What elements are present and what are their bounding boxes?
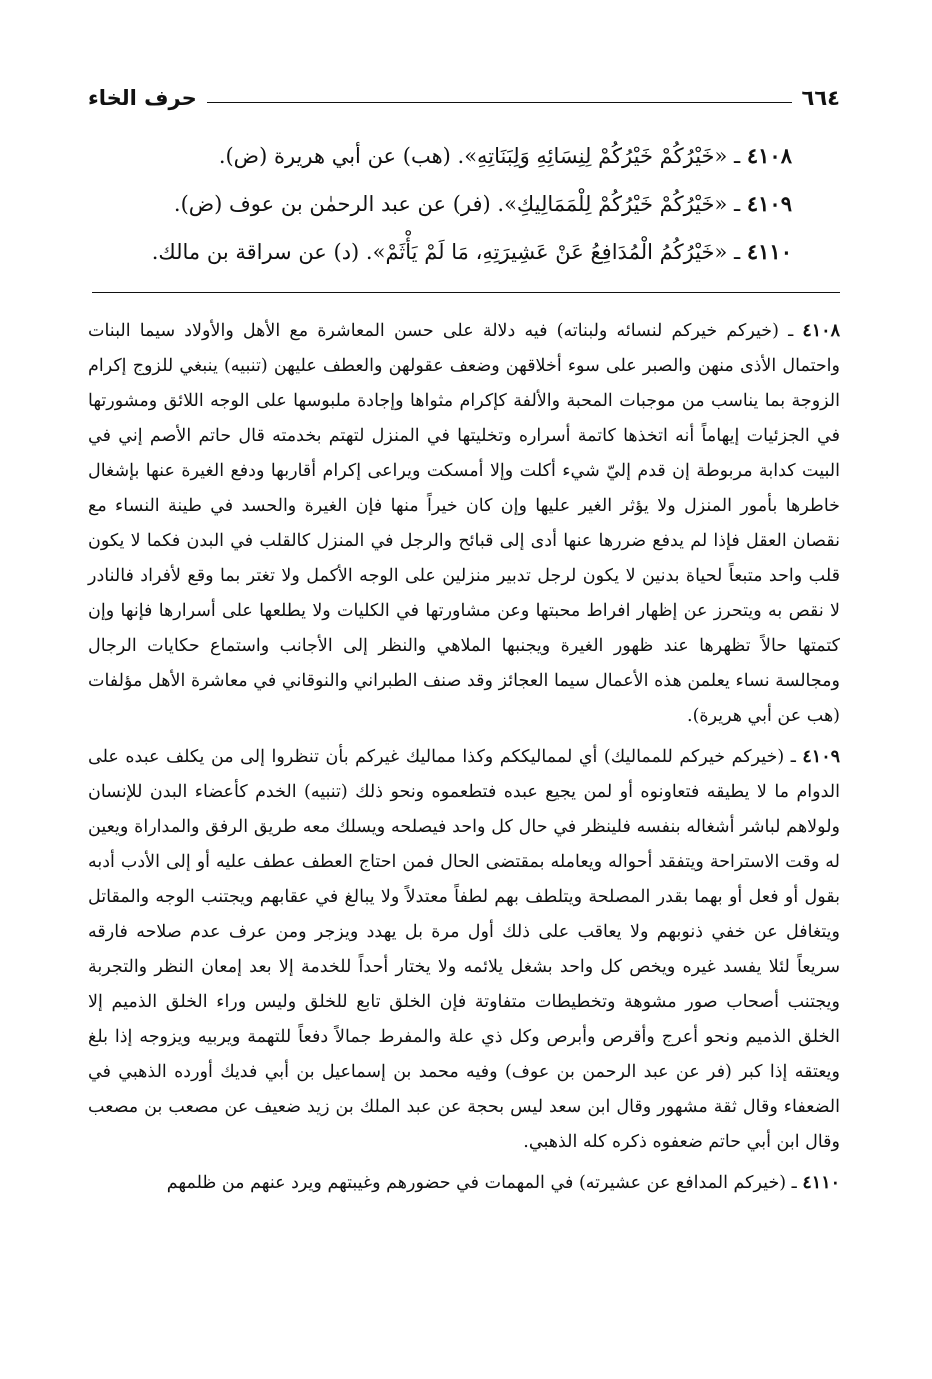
commentary-section	[88, 314, 840, 1207]
hadith-number: ٤١٠٩	[746, 191, 792, 216]
commentary-paragraph: ٤١٠٨ ـ (خيركم خيركم لنسائه ولبناته) فيه دلالة على حسن المعاشرة مع الأهل والأولاد سيما البنات واحتمال الأذى منهن والصبر على سوء أخلاقهن وضعف عقولهن والعطف عليهن (تنبيه) ينبغي للزوج إكرام الزوجة بما يناسب من موجبات المحبة والألفة كإكرام مثواها وإجادة ملبوسها على الوجه اللائق ومشورتها في الجزئيات إيهاماً أنه اتخذها كاتمة أسراره وتخليتها في المنزل لتهتم بخدمته قال حاتم الأصم إني في البيت كدابة مربوطة إن قدم إليّ شيء أكلت وإلا أمسكت ويراعى إكرام أقاربها ودفع الغيرة عنها بإشغال خاطرها بأمور المنزل ولا يؤثر الغير عليها وإن كان خيراً منها فإن الغيرة والحسد في طينة النساء مع نقصان العقل فإذا لم يدفع ضررها عنها أدى إلى قبائح والرجل في المنزل كالقلب في البدن فكما لا يكون قلب واحد متبعاً لحياة بدنين لا يكون لرجل تدبير منزلين على الوجه الأكمل ولا تغتر بما وقع لأفراد فالنادر لا نقص به ويتحرز عن إظهار افراط محبتها وعن مشاورتها في الكليات ولا يطلعها على أسرارها فإنها وإن كتمتها حالاً تظهرها عند ظهور الغيرة ويجنبها الملاهي والنظر إلى الأجانب واستماع حكايات الرجال ومجالسة نساء يعلمن هذه الأعمال سيما العجائز وقد صنف الطبراني والنوقاني في معاشرة الأهل مؤلفات (هب عن أبي هريرة).	[88, 321, 840, 726]
hadith-text: «خَيْرُكُمُ الْمُدَافِعُ عَنْ عَشِيرَتِهِ، مَا لَمْ يَأْثَمْ». (د) عن سراقة بن مالك.	[151, 240, 728, 264]
hadith-line: ٤١٠٩ ـ «خَيْرُكُمْ خَيْرُكُمْ لِلْمَمَالِيكِ». (فر) عن عبد الرحمٰن بن عوف (ض).	[173, 191, 792, 216]
hadith-number: ٤١٠٨	[746, 143, 792, 168]
commentary-text: (خيركم خيركم للمماليك) أي لمماليككم وكذا مماليك غيركم بأن تنظروا إلى من يكلف عبده على الدوام ما لا يطيقه فتعاونوه أو لمن يجيع عبده فتطعموه ونحو ذلك (تنبيه) الخدم كأعضاء البدن للإنسان ولولاهم لباشر أشغاله بنفسه فلينظر في حال كل واحد فيصلحه ويسلك معه طريق الرفق والمداراة ويعين له وقت الاستراحة ويتفقد أحواله ويعامله بمقتضى الحال فمن احتاج العطف عطف عليه أو إلى الأدب أدبه بقول أو فعل أو بهما بقدر المصلحة ويتلطف بهم لطفاً معتدلاً ولا يبالغ في عقابهم ويجتنب الوجه والمقاتل ويتغافل عن خفي ذنوبهم ولا يعاقب على ذلك أول مرة بل يهدد ويزجر ومن عرف عدم صلاحه فارقه سريعاً لئلا يفسد غيره ويخص كل واحد بشغل يلائمه ولا يختار أحداً للخدمة إلا بعد إمعان النظر والتجربة ويجتنب أصحاب صور مشوهة وتخطيطات متفاوتة فإن الخلق تابع للخلق وليس وراء الخلق الذميم إلا الخلق الذميم ونحو أعرج وأقرص وأبرص وكل ذي علة والمفرط جمالاً دفعاً للتهمة ويربيه ويزوجه إذا بلغ ويعتقه إذا كبر (فر عن عبد الرحمن بن عوف) وفيه محمد بن إسماعيل بن أبي فديك أورده الذهبي في الضعفاء وقال ثقة مشهور وقال ابن سعد ليس بحجة عن عبد الملك بن زيد ضعيف عن مصعب بن مصعب وقال ابن أبي حاتم ضعفوه ذكره كله الذهبي.	[88, 747, 840, 1152]
commentary-text: (خيركم المدافع عن عشيرته) في المهمات في حضورهم وغيبتهم ويرد عنهم من ظلمهم	[166, 1173, 787, 1193]
commentary-text: (خيركم خيركم لنسائه ولبناته) فيه دلالة على حسن المعاشرة مع الأهل والأولاد سيما البنات واحتمال الأذى منهن والصبر على سوء أخلاقهن وضعف عقولهن والعطف عليهن (تنبيه) ينبغي للزوج إكرام الزوجة بما يناسب من موجبات المحبة والألفة كإكرام مثواها وإجادة ملبوسها على الوجه اللائق ومشورتها في الجزئيات إيهاماً أنه اتخذها كاتمة أسراره وتخليتها في المنزل لتهتم بخدمته قال حاتم الأصم إني في البيت كدابة مربوطة إن قدم إليّ شيء أكلت وإلا أمسكت ويراعى إكرام أقاربها ودفع الغيرة عنها بإشغال خاطرها بأمور المنزل ولا يؤثر الغير عليها وإن كان خيراً منها فإن الغيرة والحسد في طينة النساء مع نقصان العقل فإذا لم يدفع ضررها عنها أدى إلى قبائح والرجل في المنزل كالقلب في البدن فكما لا يكون قلب واحد متبعاً لحياة بدنين لا يكون لرجل تدبير منزلين على الوجه الأكمل ولا تغتر بما وقع لأفراد فالنادر لا نقص به ويتحرز عن إظهار افراط محبتها وعن مشاورتها في الكليات ولا يطلعها على أسرارها فإنها وإن كتمتها حالاً تظهرها عند ظهور الغيرة ويجنبها الملاهي والنظر إلى الأجانب واستماع حكايات الرجال ومجالسة نساء يعلمن هذه الأعمال سيما العجائز وقد صنف الطبراني والنوقاني في معاشرة الأهل مؤلفات (هب عن أبي هريرة).	[88, 321, 840, 726]
commentary-number: ٤١٠٨	[802, 321, 840, 341]
commentary-number: ٤١١٠	[802, 1173, 840, 1193]
commentary-paragraph: ٤١١٠ ـ (خيركم المدافع عن عشيرته) في المهمات في حضورهم وغيبتهم ويرد عنهم من ظلمهم	[166, 1173, 840, 1193]
commentary-paragraph: ٤١٠٩ ـ (خيركم خيركم للمماليك) أي لمماليككم وكذا مماليك غيركم بأن تنظروا إلى من يكلف عبده على الدوام ما لا يطيقه فتعاونوه أو لمن يجيع عبده فتطعموه ونحو ذلك (تنبيه) الخدم كأعضاء البدن للإنسان ولولاهم لباشر أشغاله بنفسه فلينظر في حال كل واحد فيصلحه ويسلك معه طريق الرفق والمداراة ويعين له وقت الاستراحة ويتفقد أحواله ويعامله بمقتضى الحال فمن احتاج العطف عطف عليه أو إلى الأدب أدبه بقول أو فعل أو بهما بقدر المصلحة ويتلطف بهم لطفاً معتدلاً ولا يبالغ في عقابهم ويجتنب الوجه والمقاتل ويتغافل عن خفي ذنوبهم ولا يعاقب على ذلك أول مرة بل يهدد ويزجر ومن عرف عدم صلاحه فارقه سريعاً لئلا يفسد غيره ويخص كل واحد بشغل يلائمه ولا يختار أحداً للخدمة إلا بعد إمعان النظر والتجربة ويجتنب أصحاب صور مشوهة وتخطيطات متفاوتة فإن الخلق تابع للخلق وليس وراء الخلق الذميم إلا الخلق الذميم ونحو أعرج وأقرص وأبرص وكل ذي علة والمفرط جمالاً دفعاً للتهمة ويربيه ويزوجه إذا بلغ ويعتقه إذا كبر (فر عن عبد الرحمن بن عوف) وفيه محمد بن إسماعيل بن أبي فديك أورده الذهبي في الضعفاء وقال ثقة مشهور وقال ابن سعد ليس بحجة عن عبد الملك بن زيد ضعيف عن مصعب بن مصعب وقال ابن أبي حاتم ضعفوه ذكره كله الذهبي.	[88, 747, 840, 1152]
commentary-number: ٤١٠٩	[802, 747, 840, 767]
hadith-number: ٤١١٠	[746, 239, 792, 264]
hadith-list	[92, 132, 840, 276]
hadith-line: ٤١١٠ ـ «خَيْرُكُمُ الْمُدَافِعُ عَنْ عَشِيرَتِهِ، مَا لَمْ يَأْثَمْ». (د) عن سراقة بن مالك.	[151, 239, 792, 264]
section-divider	[92, 292, 840, 293]
hadith-line: ٤١٠٨ ـ «خَيْرُكُمْ خَيْرُكُمْ لِنِسَائِهِ وَلِبَنَاتِهِ». (هب) عن أبي هريرة (ض).	[218, 143, 792, 168]
page-number: ٦٦٤	[801, 86, 840, 110]
hadith-text: «خَيْرُكُمْ خَيْرُكُمْ لِلْمَمَالِيكِ». (فر) عن عبد الرحمٰن بن عوف (ض).	[173, 192, 728, 216]
hadith-text: «خَيْرُكُمْ خَيْرُكُمْ لِنِسَائِهِ وَلِبَنَاتِهِ». (هب) عن أبي هريرة (ض).	[218, 144, 728, 168]
page-header	[88, 70, 840, 110]
chapter-title: حرف الخاء	[88, 86, 197, 110]
header-rule	[207, 102, 792, 103]
